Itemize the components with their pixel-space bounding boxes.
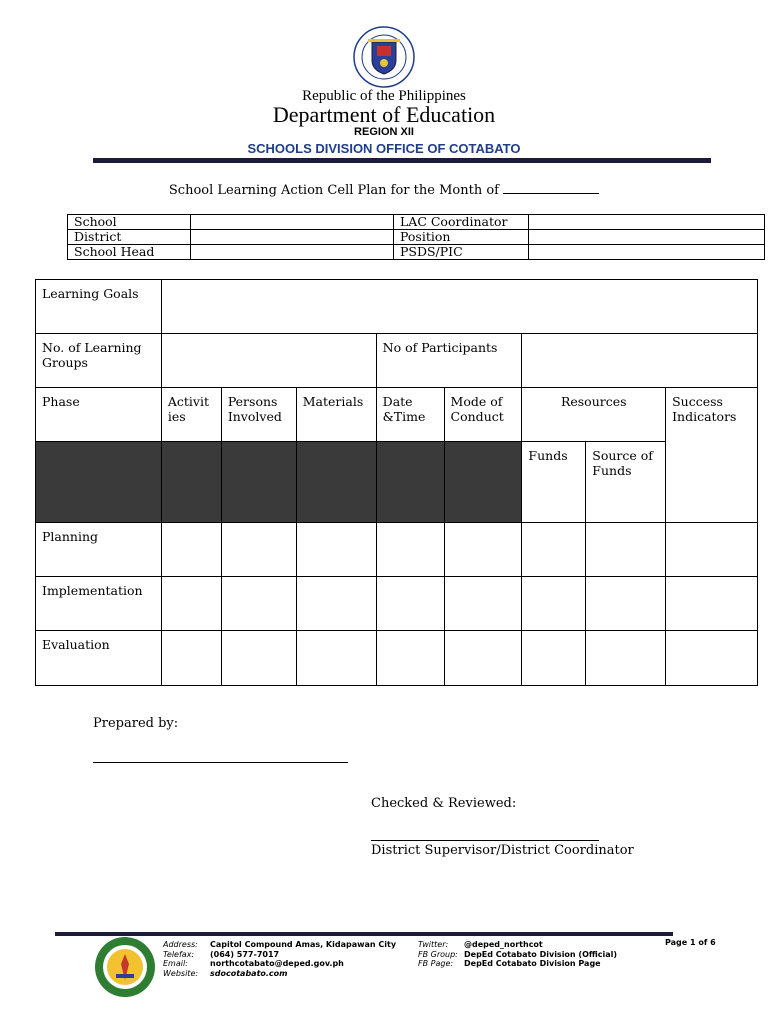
address-label: Address: [163, 940, 198, 949]
cell[interactable] [296, 523, 376, 577]
lac-plan-table [35, 279, 758, 686]
checker-signature-line[interactable] [371, 840, 599, 841]
table-row [36, 631, 758, 686]
header-resources: Resources [522, 388, 666, 442]
cell[interactable] [522, 523, 586, 577]
info-label: Position [394, 230, 529, 245]
info-value[interactable] [191, 245, 394, 260]
cell[interactable] [161, 577, 221, 631]
shaded-cell [296, 442, 376, 523]
cell[interactable] [376, 631, 444, 686]
document-title [0, 182, 768, 198]
cell[interactable] [444, 523, 522, 577]
website-label: Website: [163, 968, 199, 978]
info-value[interactable] [191, 215, 394, 230]
fbpage-label: FB Page: [418, 959, 454, 968]
header-divider [93, 158, 711, 163]
table-row [36, 334, 758, 388]
header-materials: Materials [296, 388, 376, 442]
info-value[interactable] [529, 215, 765, 230]
fbpage-value[interactable]: DepEd Cotabato Division Page [464, 959, 601, 968]
department-title: Department of Education [272, 102, 496, 127]
table-row [68, 245, 765, 260]
header-success: Success Indicators [666, 388, 758, 523]
participants-label: No of Participants [376, 334, 522, 388]
info-label: District [68, 230, 191, 245]
info-label: LAC Coordinator [394, 215, 529, 230]
table-row [36, 442, 758, 523]
table-row [68, 230, 765, 245]
header-source: Source of Funds [586, 442, 666, 523]
cell[interactable] [296, 631, 376, 686]
cell[interactable] [376, 577, 444, 631]
month-blank[interactable] [503, 182, 599, 194]
footer-social [418, 940, 617, 969]
division-seal-logo [94, 936, 156, 998]
info-value[interactable] [529, 230, 765, 245]
cell[interactable] [586, 631, 666, 686]
cell[interactable] [586, 577, 666, 631]
header-datetime: Date &Time [376, 388, 444, 442]
website-value[interactable]: sdocotabato.com [210, 968, 288, 978]
cell[interactable] [444, 631, 522, 686]
page-number: Page 1 of 6 [665, 938, 716, 947]
shaded-cell [376, 442, 444, 523]
cell[interactable] [666, 523, 758, 577]
learning-groups-value[interactable] [161, 334, 376, 388]
shaded-cell [36, 442, 162, 523]
table-row [36, 523, 758, 577]
table-row [36, 577, 758, 631]
cell[interactable] [296, 577, 376, 631]
cell[interactable] [376, 523, 444, 577]
info-table [67, 214, 765, 260]
learning-goals-label: Learning Goals [36, 280, 162, 334]
address-value: Capitol Compound Amas, Kidapawan City [210, 940, 397, 949]
cell[interactable] [221, 523, 296, 577]
learning-groups-label: No. of Learning Groups [36, 334, 162, 388]
telefax-label: Telefax: [163, 949, 195, 959]
header-phase: Phase [36, 388, 162, 442]
table-row [68, 215, 765, 230]
info-label: School Head [68, 245, 191, 260]
fbgroup-value[interactable]: DepEd Cotabato Division (Official) [464, 949, 618, 959]
info-label: PSDS/PIC [394, 245, 529, 260]
header-funds: Funds [522, 442, 586, 523]
footer-contact [163, 940, 396, 978]
deped-seal-logo [348, 26, 420, 88]
email-value[interactable]: northcotabato@deped.gov.ph [210, 959, 344, 968]
republic-line: Republic of the Philippines [302, 88, 466, 104]
prepared-by-label: Prepared by: [93, 716, 179, 731]
telefax-value: (064) 577-7017 [210, 949, 280, 959]
header-activities: Activit ies [161, 388, 221, 442]
info-value[interactable] [191, 230, 394, 245]
cell[interactable] [522, 577, 586, 631]
phase-evaluation: Evaluation [36, 631, 162, 686]
learning-goals-value[interactable] [161, 280, 757, 334]
shaded-cell [444, 442, 522, 523]
phase-planning: Planning [36, 523, 162, 577]
cell[interactable] [522, 631, 586, 686]
cell[interactable] [221, 631, 296, 686]
info-value[interactable] [529, 245, 765, 260]
cell[interactable] [444, 577, 522, 631]
info-label: School [68, 215, 191, 230]
cell[interactable] [586, 523, 666, 577]
division-name: SCHOOLS DIVISION OFFICE OF COTABATO [247, 141, 521, 156]
region-label: REGION XII [354, 126, 414, 138]
cell[interactable] [161, 523, 221, 577]
twitter-value[interactable]: @deped_northcot [464, 940, 543, 949]
shaded-cell [161, 442, 221, 523]
cell[interactable] [161, 631, 221, 686]
checker-title: District Supervisor/District Coordinator [371, 843, 634, 858]
prepared-by-signature-line[interactable] [93, 762, 348, 763]
email-label: Email: [163, 959, 188, 968]
table-row [36, 388, 758, 442]
checked-reviewed-label: Checked & Reviewed: [371, 796, 517, 811]
cell[interactable] [666, 577, 758, 631]
header-persons: Persons Involved [221, 388, 296, 442]
header-mode: Mode of Conduct [444, 388, 522, 442]
participants-value[interactable] [522, 334, 758, 388]
table-row [36, 280, 758, 334]
shaded-cell [221, 442, 296, 523]
cell[interactable] [221, 577, 296, 631]
phase-implementation: Implementation [36, 577, 162, 631]
cell[interactable] [666, 631, 758, 686]
twitter-label: Twitter: [418, 940, 449, 949]
fbgroup-label: FB Group: [418, 949, 458, 959]
document-title-text: School Learning Action Cell Plan for the Month of [168, 183, 499, 198]
